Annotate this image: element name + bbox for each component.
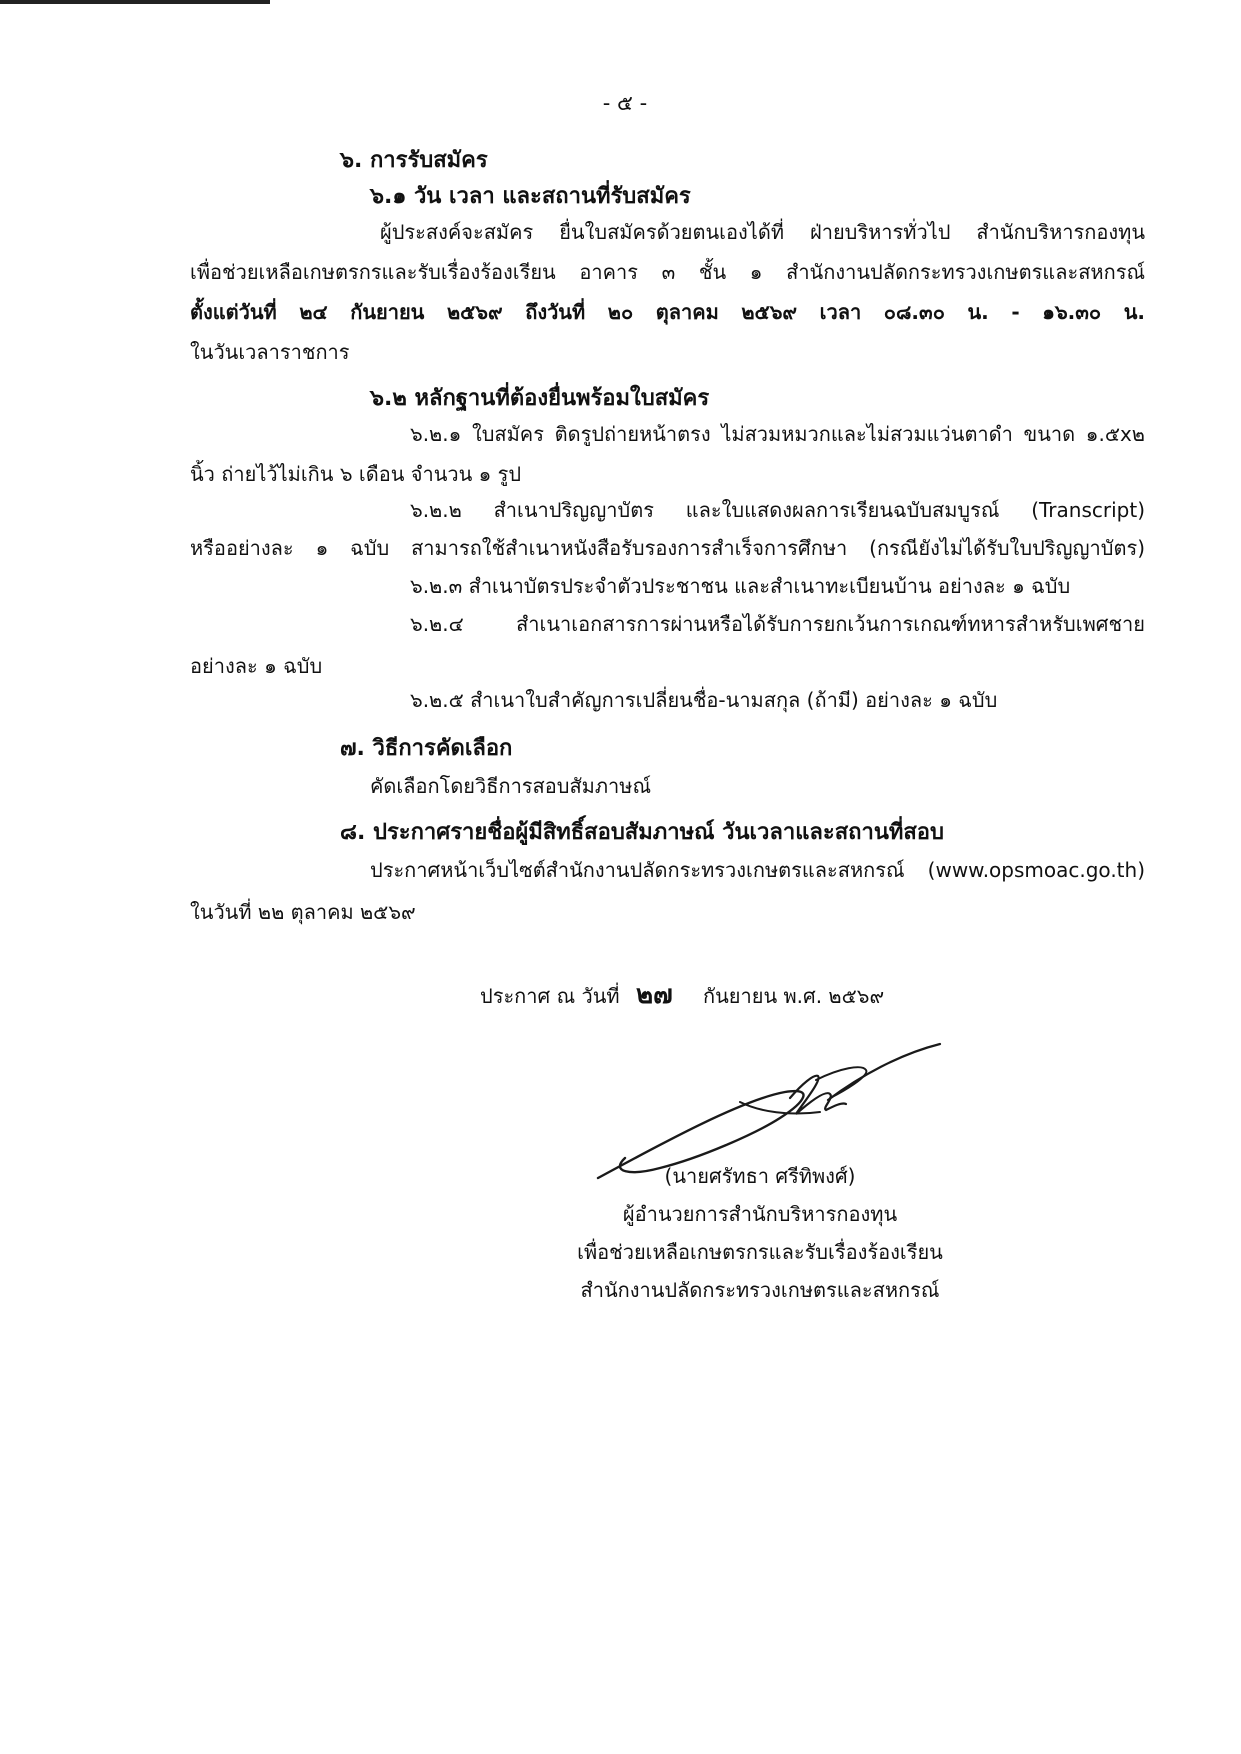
- section-8-line-2: ในวันที่ ๒๒ ตุลาคม ๒๕๖๙: [190, 900, 416, 924]
- section-6-2-heading: ๖.๒ หลักฐานที่ต้องยื่นพร้อมใบสมัคร: [370, 386, 710, 411]
- section-6-1-line-1: ผู้ประสงค์จะสมัคร ยื่นใบสมัครด้วยตนเองได้ที่ ฝ่ายบริหารทั่วไป สำนักบริหารกองทุน: [380, 220, 1145, 244]
- section-8-line-1: ประกาศหน้าเว็บไซต์สำนักงานปลัดกระทรวงเกษตรและสหกรณ์ (www.opsmoac.go.th): [370, 858, 1145, 882]
- item-6-2-4-line-2: อย่างละ ๑ ฉบับ: [190, 654, 323, 678]
- section-6-1-line-2: เพื่อช่วยเหลือเกษตรกรและรับเรื่องร้องเรียน อาคาร ๓ ชั้น ๑ สำนักงานปลัดกระทรวงเกษตรและสหกรณ์: [190, 260, 1145, 284]
- section-6-1-heading: ๖.๑ วัน เวลา และสถานที่รับสมัคร: [370, 184, 691, 209]
- announce-prefix: ประกาศ ณ วันที่: [480, 984, 620, 1008]
- item-6-2-3: ๖.๒.๓ สำเนาบัตรประจำตัวประชาชน และสำเนาทะเบียนบ้าน อย่างละ ๑ ฉบับ: [410, 574, 1071, 598]
- scan-edge-line: [0, 0, 270, 4]
- signatory-title-1: ผู้อำนวยการสำนักบริหารกองทุน: [622, 1202, 898, 1226]
- section-7-text: คัดเลือกโดยวิธีการสอบสัมภาษณ์: [370, 774, 652, 798]
- item-6-2-1-line-2: นิ้ว ถ่ายไว้ไม่เกิน ๖ เดือน จำนวน ๑ รูป: [190, 462, 522, 486]
- item-6-2-2-line-2: หรืออย่างละ ๑ ฉบับ สามารถใช้สำเนาหนังสือรับรองการสำเร็จการศึกษา (กรณียังไม่ได้รับใบปริญญาบัตร): [190, 536, 1145, 560]
- signatory-title-3: สำนักงานปลัดกระทรวงเกษตรและสหกรณ์: [580, 1278, 940, 1302]
- signatory-title-2: เพื่อช่วยเหลือเกษตรกรและรับเรื่องร้องเรียน: [577, 1240, 943, 1264]
- announce-day: ๒๗: [635, 980, 673, 1010]
- item-6-2-1-line-1: ๖.๒.๑ ใบสมัคร ติดรูปถ่ายหน้าตรง ไม่สวมหมวกและไม่สวมแว่นตาดำ ขนาด ๑.๕x๒: [410, 422, 1145, 446]
- section-6-heading: ๖. การรับสมัคร: [340, 148, 488, 173]
- item-6-2-4-line-1: ๖.๒.๔ สำเนาเอกสารการผ่านหรือได้รับการยกเว้นการเกณฑ์ทหารสำหรับเพศชาย: [410, 612, 1145, 636]
- section-8-heading: ๘. ประกาศรายชื่อผู้มีสิทธิ์สอบสัมภาษณ์ วันเวลาและสถานที่สอบ: [340, 820, 944, 845]
- announce-month-year: กันยายน พ.ศ. ๒๕๖๙: [703, 984, 885, 1008]
- section-6-1-line-4: ในวันเวลาราชการ: [190, 340, 350, 364]
- section-7-heading: ๗. วิธีการคัดเลือก: [340, 736, 513, 761]
- item-6-2-5: ๖.๒.๕ สำเนาใบสำคัญการเปลี่ยนชื่อ-นามสกุล (ถ้ามี) อย่างละ ๑ ฉบับ: [410, 688, 998, 712]
- signatory-name: (นายศรัทธา ศรีทิพงศ์): [664, 1164, 856, 1188]
- item-6-2-2-line-1: ๖.๒.๒ สำเนาปริญญาบัตร และใบแสดงผลการเรียนฉบับสมบูรณ์ (Transcript): [410, 498, 1145, 522]
- section-6-1-line-3: ตั้งแต่วันที่ ๒๔ กันยายน ๒๕๖๙ ถึงวันที่ ๒๐ ตุลาคม ๒๕๖๙ เวลา ๐๘.๓๐ น. - ๑๖.๓๐ น.: [190, 300, 1145, 324]
- page-number: - ๕ -: [602, 91, 648, 115]
- announce-date-line: [480, 982, 884, 1008]
